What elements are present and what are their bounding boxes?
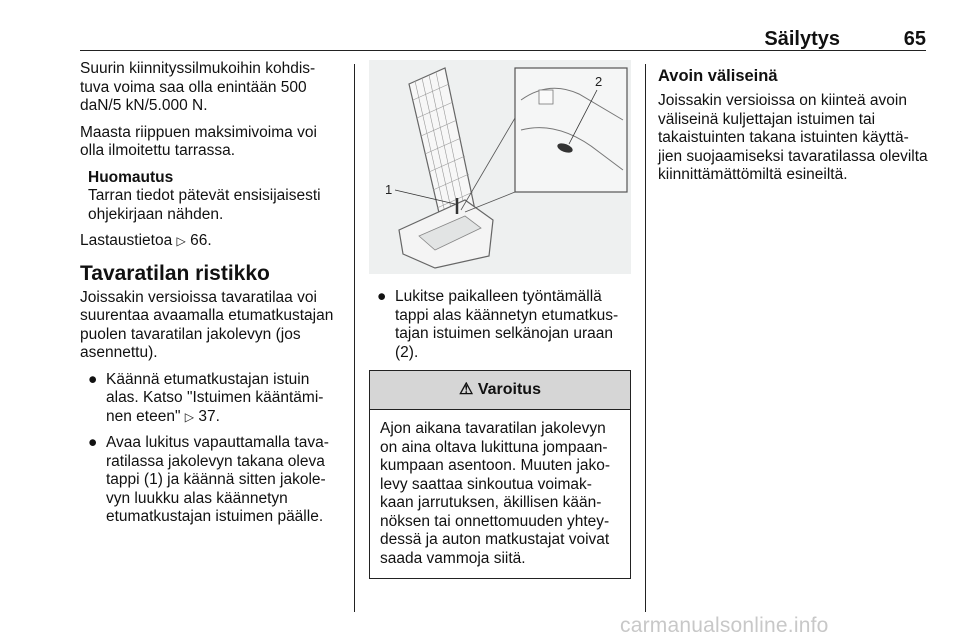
note-text: Tarran tiedot pätevät ensisijaisesti ohjekirjaan nähden.: [88, 187, 321, 223]
warning-icon: ⚠: [459, 381, 474, 398]
callout-label-2: 2: [595, 74, 603, 89]
column-right: [658, 60, 928, 193]
list-item: ● Käännä etumatkustajan istuin alas. Katso "Istuimen kääntämi-nen eteen" ▷ 37.: [88, 370, 324, 425]
cargo-partition-illustration: [369, 60, 631, 274]
bullet-list: [80, 371, 342, 527]
bullet-list: [369, 288, 631, 362]
column-divider: [645, 64, 646, 612]
partition-diagram-svg: [369, 60, 631, 274]
section-heading: Tavaratilan ristikko: [80, 261, 270, 285]
warning-text: Ajon aikana tavaratilan jakolevyn on aina oltava lukittuna jompaan-kumpaan asentoon. Muuten jako-levy saattaa sinkoutua voimak-kaan jarrutuksen, äkillisen kään-nöksen tai onnettomuuden yhtey-dessä ja auton matkustajat voivat saada vammoja siitä.: [380, 420, 611, 567]
paragraph: Maasta riippuen maksimivoima voi olla ilmoitettu tarrassa.: [80, 123, 317, 159]
cross-reference-text: Lastaustietoa: [80, 232, 173, 249]
cross-reference[interactable]: [80, 232, 342, 251]
warning-header: [370, 371, 630, 410]
section-title: Säilytys: [764, 28, 840, 50]
page-ref-arrow-icon: ▷: [176, 234, 186, 248]
column-middle: [369, 60, 631, 579]
bullet-icon: ●: [377, 288, 387, 305]
page-ref-arrow-icon: ▷: [184, 409, 195, 424]
warning-title: Varoitus: [477, 381, 541, 398]
cross-reference-page[interactable]: 37.: [198, 407, 220, 425]
column-left: [80, 60, 342, 535]
warning-box: [369, 370, 631, 579]
watermark: carmanualsonline.info: [620, 614, 829, 637]
cross-reference-page: 66.: [190, 232, 212, 249]
callout-label-1: 1: [385, 182, 393, 197]
section-heading: Avoin väliseinä: [658, 67, 778, 85]
paragraph: Suurin kiinnityssilmukoihin kohdis-tuva voima saa olla enintään 500 daN/5 kN/5.000 N.: [80, 60, 316, 114]
page-header: [80, 28, 926, 51]
list-item: ● Lukitse paikalleen työntämällä tappi alas käännetyn etumatkus-tajan istuimen selkänojan uraan (2).: [377, 288, 619, 361]
note-block: [88, 169, 342, 225]
column-divider: [354, 64, 355, 612]
list-item: ● Avaa lukitus vapauttamalla tava-ratilassa jakolevyn takana oleva tappi (1) ja käännä sitten jakole-vyn luukku alas käännetyn etumatkustajan istuimen päälle.: [88, 434, 329, 525]
paragraph: Joissakin versioissa on kiinteä avoin väliseinä kuljettajan istuimen tai takaistuinten takana istuinten käyttä-jien suojaamiseksi tavaratilassa olevilta kiinnittämättömiltä esineiltä.: [658, 92, 928, 183]
bullet-icon: ●: [88, 370, 98, 388]
paragraph: Joissakin versioissa tavaratilaa voi suurentaa avaamalla etumatkustajan puolen tavaratilan jakolevyn (jos asennettu).: [80, 288, 334, 361]
page-number: 65: [903, 28, 926, 50]
bullet-icon: ●: [88, 434, 98, 451]
note-title: Huomautus: [88, 168, 174, 186]
